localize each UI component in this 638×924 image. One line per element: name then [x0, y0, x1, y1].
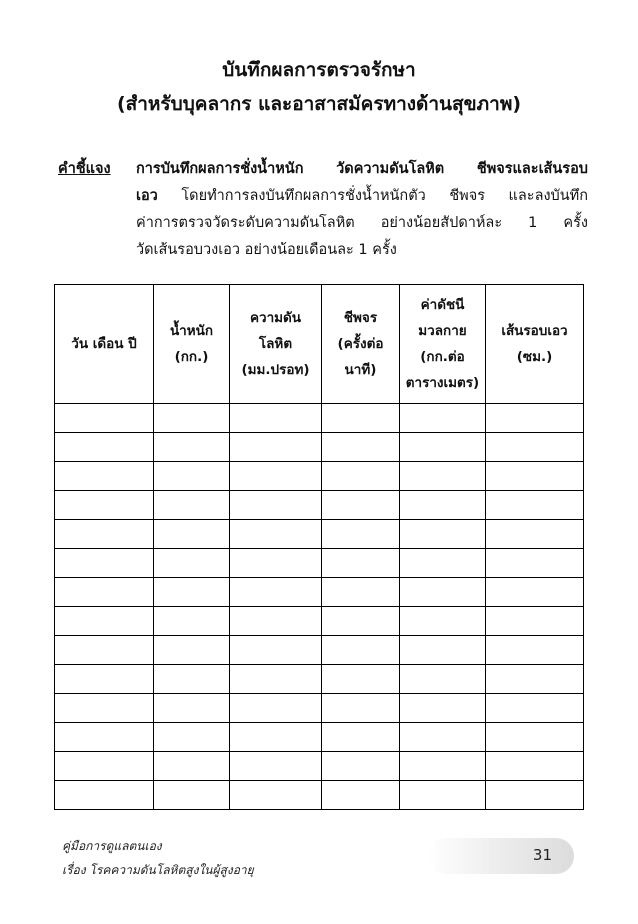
table-header-row: [55, 285, 584, 404]
table-cell[interactable]: [55, 491, 154, 520]
table-cell[interactable]: [154, 607, 230, 636]
table-cell[interactable]: [400, 636, 486, 665]
table-cell[interactable]: [230, 462, 322, 491]
table-cell[interactable]: [230, 781, 322, 810]
table-cell[interactable]: [55, 462, 154, 491]
table-cell[interactable]: [230, 752, 322, 781]
table-cell[interactable]: [230, 549, 322, 578]
table-cell[interactable]: [322, 607, 400, 636]
table-cell[interactable]: [486, 636, 584, 665]
table-cell[interactable]: [400, 578, 486, 607]
table-cell[interactable]: [322, 665, 400, 694]
instructions-line-1: การบันทึกผลการชั่งน้ำหนัก วัดความดันโลหิต ชีพจรและเส้นรอบ: [136, 161, 588, 177]
page-number-badge: [428, 838, 574, 874]
table-row: [55, 781, 584, 810]
table-cell[interactable]: [486, 520, 584, 549]
table-row: [55, 433, 584, 462]
table-cell[interactable]: [486, 781, 584, 810]
record-table: [54, 284, 584, 810]
table-cell[interactable]: [230, 491, 322, 520]
table-cell[interactable]: [55, 694, 154, 723]
table-row: [55, 578, 584, 607]
table-row: [55, 491, 584, 520]
table-cell[interactable]: [400, 433, 486, 462]
table-cell[interactable]: [400, 781, 486, 810]
instructions-label: คำชี้แจง: [58, 161, 111, 177]
table-cell[interactable]: [55, 636, 154, 665]
table-cell[interactable]: [154, 491, 230, 520]
table-cell[interactable]: [486, 607, 584, 636]
footer-line-2: เรื่อง โรคความดันโลหิตสูงในผู้สูงอายุ: [62, 863, 254, 877]
table-cell[interactable]: [55, 781, 154, 810]
table-cell[interactable]: [400, 694, 486, 723]
table-row: [55, 752, 584, 781]
table-cell[interactable]: [230, 694, 322, 723]
table-cell[interactable]: [400, 549, 486, 578]
record-table-body: [55, 404, 584, 810]
table-cell[interactable]: [55, 520, 154, 549]
table-cell[interactable]: [486, 462, 584, 491]
table-cell[interactable]: [154, 636, 230, 665]
table-row: [55, 636, 584, 665]
footer-line-1: คู่มือการดูแลตนเอง: [62, 839, 162, 853]
instructions-line-2-rest: โดยทำการลงบันทึกผลการชั่งน้ำหนักตัว ชีพจร และลงบันทึก: [157, 188, 588, 204]
table-cell[interactable]: [400, 491, 486, 520]
table-cell[interactable]: [486, 665, 584, 694]
header-pulse: ชีพจร (ครั้งต่อ นาที): [322, 285, 400, 404]
header-date: วัน เดือน ปี: [55, 285, 154, 404]
table-cell[interactable]: [400, 520, 486, 549]
instructions-line-4: วัดเส้นรอบวงเอว อย่างน้อยเดือนละ 1 ครั้ง: [136, 242, 397, 258]
header-bmi: ค่าดัชนี มวลกาย (กก.ต่อ ตารางเมตร): [400, 285, 486, 404]
table-cell[interactable]: [322, 433, 400, 462]
table-cell[interactable]: [486, 404, 584, 433]
table-cell[interactable]: [400, 404, 486, 433]
table-cell[interactable]: [55, 665, 154, 694]
table-cell[interactable]: [154, 781, 230, 810]
table-cell[interactable]: [322, 694, 400, 723]
table-cell[interactable]: [322, 723, 400, 752]
table-row: [55, 694, 584, 723]
table-cell[interactable]: [486, 491, 584, 520]
table-cell[interactable]: [322, 462, 400, 491]
table-row: [55, 404, 584, 433]
table-row: [55, 520, 584, 549]
table-cell[interactable]: [400, 607, 486, 636]
table-cell[interactable]: [230, 607, 322, 636]
table-cell[interactable]: [55, 752, 154, 781]
table-cell[interactable]: [154, 549, 230, 578]
instructions-line-2-lead: เอว: [136, 188, 158, 204]
table-row: [55, 462, 584, 491]
table-cell[interactable]: [154, 665, 230, 694]
page-number: 31: [532, 846, 552, 864]
table-cell[interactable]: [322, 752, 400, 781]
table-cell[interactable]: [486, 433, 584, 462]
table-cell[interactable]: [55, 549, 154, 578]
table-cell[interactable]: [486, 578, 584, 607]
table-cell[interactable]: [230, 665, 322, 694]
footer-book-info: [62, 834, 254, 882]
table-cell[interactable]: [322, 520, 400, 549]
table-cell[interactable]: [55, 404, 154, 433]
table-cell[interactable]: [486, 723, 584, 752]
table-cell[interactable]: [322, 404, 400, 433]
table-cell[interactable]: [400, 723, 486, 752]
table-cell[interactable]: [154, 723, 230, 752]
table-cell[interactable]: [400, 462, 486, 491]
table-row: [55, 665, 584, 694]
page-subtitle: (สำหรับบุคลากร และอาสาสมัครทางด้านสุขภาพ): [116, 93, 522, 115]
table-cell[interactable]: [154, 752, 230, 781]
table-cell[interactable]: [230, 433, 322, 462]
table-cell[interactable]: [322, 636, 400, 665]
table-cell[interactable]: [154, 694, 230, 723]
table-cell[interactable]: [486, 752, 584, 781]
table-cell[interactable]: [230, 723, 322, 752]
table-cell[interactable]: [322, 491, 400, 520]
table-cell[interactable]: [55, 433, 154, 462]
table-cell[interactable]: [55, 607, 154, 636]
table-row: [55, 723, 584, 752]
table-cell[interactable]: [154, 433, 230, 462]
table-cell[interactable]: [322, 549, 400, 578]
table-cell[interactable]: [230, 636, 322, 665]
table-cell[interactable]: [230, 404, 322, 433]
page-title: บันทึกผลการตรวจรักษา: [222, 59, 416, 81]
table-cell[interactable]: [400, 665, 486, 694]
instructions-line-3: ค่าการตรวจวัดระดับความดันโลหิต อย่างน้อยสัปดาห์ละ 1 ครั้ง: [136, 215, 588, 231]
table-cell[interactable]: [55, 578, 154, 607]
table-cell[interactable]: [230, 520, 322, 549]
instructions-line-2: [136, 183, 588, 210]
table-row: [55, 607, 584, 636]
table-cell[interactable]: [154, 462, 230, 491]
header-waist: เส้นรอบเอว (ซม.): [486, 285, 584, 404]
table-cell[interactable]: [154, 520, 230, 549]
table-cell[interactable]: [400, 752, 486, 781]
table-cell[interactable]: [55, 723, 154, 752]
table-cell[interactable]: [486, 549, 584, 578]
table-cell[interactable]: [154, 404, 230, 433]
instructions-block: [58, 156, 588, 264]
table-cell[interactable]: [322, 781, 400, 810]
table-cell[interactable]: [230, 578, 322, 607]
header-weight: น้ำหนัก (กก.): [154, 285, 230, 404]
table-cell[interactable]: [322, 578, 400, 607]
table-cell[interactable]: [486, 694, 584, 723]
table-cell[interactable]: [154, 578, 230, 607]
header-blood-pressure: ความดัน โลหิต (มม.ปรอท): [230, 285, 322, 404]
table-row: [55, 549, 584, 578]
